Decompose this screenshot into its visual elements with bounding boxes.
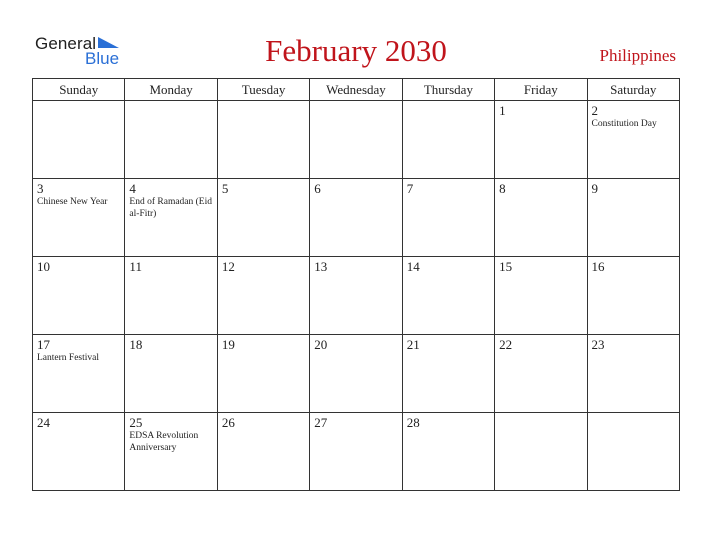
- day-cell: [33, 257, 125, 335]
- day-number: 26: [221, 415, 235, 430]
- holiday-label: Lantern Festival: [37, 353, 99, 363]
- weekday-header-row: [33, 79, 680, 101]
- weekday-wednesday: Wednesday: [310, 79, 402, 101]
- day-number: 20: [314, 337, 328, 352]
- day-cell: [495, 257, 587, 335]
- day-cell: [587, 101, 679, 179]
- day-number: 24: [37, 415, 50, 430]
- day-cell: [217, 413, 309, 491]
- day-number: 17: [37, 337, 50, 352]
- day-number: 16: [591, 259, 605, 274]
- day-cell: [495, 335, 587, 413]
- day-cell: [402, 179, 494, 257]
- day-number: 6: [314, 181, 321, 196]
- day-cell: [495, 101, 587, 179]
- day-cell: [587, 413, 679, 491]
- day-cell: [125, 257, 217, 335]
- day-cell: [125, 413, 217, 491]
- day-cell: [217, 335, 309, 413]
- weekday-thursday: Thursday: [402, 79, 494, 101]
- day-cell: [310, 101, 402, 179]
- day-number: 4: [129, 181, 136, 196]
- day-cell: [495, 413, 587, 491]
- calendar-title: February 2030: [265, 33, 447, 68]
- day-cell: [402, 257, 494, 335]
- day-cell: [33, 413, 125, 491]
- weekday-sunday: Sunday: [33, 79, 125, 101]
- day-number: 18: [129, 337, 143, 352]
- weekday-saturday: Saturday: [587, 79, 679, 101]
- day-number: 8: [499, 181, 506, 196]
- day-number: 21: [406, 337, 420, 352]
- week-row: [33, 179, 680, 257]
- weekday-tuesday: Tuesday: [217, 79, 309, 101]
- day-cell: [33, 179, 125, 257]
- day-cell: [217, 179, 309, 257]
- logo-text-general: General: [35, 34, 97, 53]
- holiday-label: Constitution Day: [591, 119, 657, 129]
- day-cell: [310, 179, 402, 257]
- day-cell: [217, 101, 309, 179]
- week-row: [33, 335, 680, 413]
- day-number: 15: [499, 259, 513, 274]
- weekday-monday: Monday: [125, 79, 217, 101]
- day-number: 25: [129, 415, 143, 430]
- day-number: 5: [221, 181, 229, 196]
- day-number: 9: [591, 181, 599, 196]
- day-cell: [310, 257, 402, 335]
- holiday-label: End of Ramadan (Eid al-Fitr): [129, 197, 212, 219]
- day-number: 22: [499, 337, 513, 352]
- day-number: 7: [406, 181, 414, 196]
- day-cell: [217, 257, 309, 335]
- week-row: [33, 413, 680, 491]
- day-number: 27: [314, 415, 328, 430]
- day-cell: [125, 101, 217, 179]
- holiday-label: Chinese New Year: [37, 197, 108, 207]
- day-cell: [33, 335, 125, 413]
- day-cell: [587, 257, 679, 335]
- week-row: [33, 257, 680, 335]
- day-cell: [587, 179, 679, 257]
- day-number: 3: [37, 181, 44, 196]
- day-number: 2: [591, 103, 599, 118]
- day-number: 13: [314, 259, 328, 274]
- day-number: 19: [221, 337, 235, 352]
- logo-text-blue: Blue: [85, 49, 120, 68]
- weekday-friday: Friday: [495, 79, 587, 101]
- day-cell: [33, 101, 125, 179]
- day-cell: [310, 335, 402, 413]
- day-cell: [402, 335, 494, 413]
- day-cell: [125, 179, 217, 257]
- day-cell: [402, 413, 494, 491]
- calendar-grid: [32, 78, 680, 491]
- day-number: 11: [129, 259, 142, 274]
- day-cell: [310, 413, 402, 491]
- day-number: 28: [406, 415, 420, 430]
- day-cell: [402, 101, 494, 179]
- day-number: 1: [499, 103, 506, 118]
- day-number: 10: [37, 259, 50, 274]
- day-number: 14: [406, 259, 420, 274]
- country-name: Philippines: [599, 46, 676, 65]
- day-cell: [125, 335, 217, 413]
- day-number: 12: [221, 259, 235, 274]
- day-number: 23: [591, 337, 605, 352]
- holiday-label: EDSA Revolution Anniversary: [129, 431, 199, 453]
- day-cell: [587, 335, 679, 413]
- week-row: [33, 101, 680, 179]
- day-cell: [495, 179, 587, 257]
